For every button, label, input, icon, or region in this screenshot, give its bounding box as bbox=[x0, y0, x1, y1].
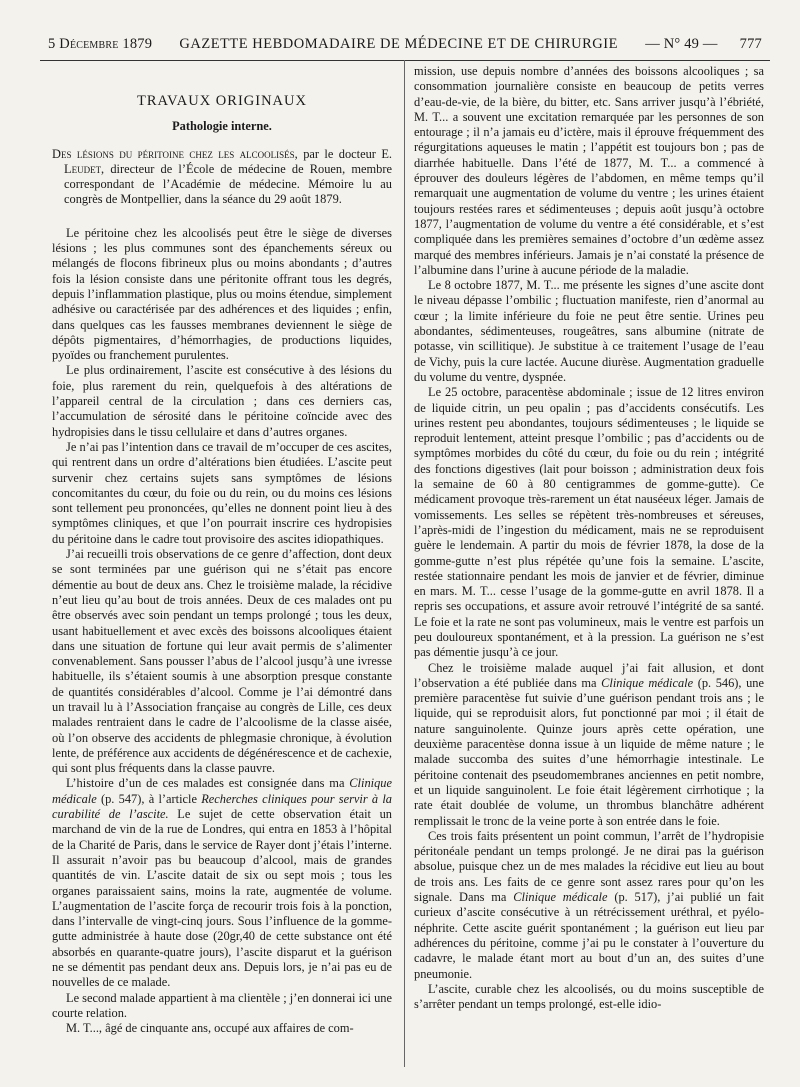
paragraph: Le 25 octobre, paracentèse abdominale ; issue de 12 litres environ de liquide citrin, un peu opalin ; pas d’accidents consécutifs. Les urines restent peu abondantes, toujours sédimenteuses ; le liquide se reproduit lentement, atteint presque l’ombilic ; pas d’accidents ou de symptômes morbides du côté du cœur, du foie ou du rein ; intégrité des fonctions digestives (lait pour boisson ; administration deux fois la semaine de 60 à 80 centigrammes de gomme-gutte). Ce médicament provoque très-rarement un état nauséeux léger. Jamais de vomissements. Les selles se répètent très-nombreuses et séreuses, l’après-midi de l’ingestion du médicament, mais ne se reproduisent guère le lendemain. A partir du mois de février 1878, la dose de la gomme-gutte n’est plus répétée qu’une fois la semaine. L’ascite, restée stationnaire pendant les mois de janvier et de février, diminue en mars. M. T... cesse l’usage de la gomme-gutte en avril 1878. Il a repris ses occupations, et assure avoir retrouvé l’intégrité de sa santé. Le foie et la rate ne sont pas volumineux, mais le ventre est parfois un peu douloureux spontanément, et à la pression. La guérison ne s’est pas démentie jusqu’à ce jour. bbox=[414, 385, 764, 660]
right-column bbox=[414, 64, 764, 1081]
left-column bbox=[52, 64, 392, 1081]
column-divider bbox=[404, 60, 405, 1067]
author-name: E. Leudet, bbox=[64, 146, 392, 176]
issue-number: — N° 49 — bbox=[645, 36, 718, 52]
section-title: TRAVAUX ORIGINAUX bbox=[137, 93, 307, 109]
paragraph: mission, use depuis nombre d’années des boissons alcooliques ; sa consommation journalière consiste en beaucoup de petits verres d’eau-de-vie, de la bière, du bitter, etc. Sans arriver jusqu’à l’ébriété, M. T... a souvent une excitation remarquée par les personnes de son entourage ; il n’a jamais eu d’ictère, mais il éprouve fréquemment des régurgitations aqueuses le matin ; l’appétit est toujours bon ; pas de diarrhée habituelle. Dans l’été de 1877, M. T... a commencé à éprouver des douleurs légères de l’abdomen, en même temps qu’il remarquait une augmentation de volume du ventre ; les urines étaient toujours restées rares et sédimenteuses ; depuis août jusqu’à octobre 1877, l’augmentation de volume du ventre a été considérable, et s’est compliquée dans les premières semaines d’octobre d’un œdème assez marqué des membres inférieurs. Jamais je n’ai constaté la présence de l’albumine dans l’urine à aucune période de la maladie. bbox=[414, 64, 764, 277]
paragraph: Le 8 octobre 1877, M. T... me présente les signes d’une ascite dont le niveau dépasse l’ombilic ; fluctuation manifeste, rien d’anormal au cœur ; la limite inférieure du foie ne peut être sentie. Urines peu abondantes, sédimenteuses, rougeâtres, sans albumine (nitrate de potasse, vin scillitique). Je substitue à ce traitement l’usage de l’eau de Vichy, puis la cure lactée. Aucune diurèse. Augmentation graduelle du volume du ventre, dyspnée. bbox=[414, 278, 764, 384]
paragraph: Le plus ordinairement, l’ascite est consécutive à des lésions du foie, plus rarement du rein, quelquefois à des altérations de l’appareil central de la circulation ; dans ces derniers cas, l’accumulation de sérosité dans le péritoine coïncide avec des hydropisies dans le tissu cellulaire et dans d’autres organes. bbox=[52, 363, 392, 439]
citation: Clinique médicale bbox=[513, 890, 608, 905]
citation: Clinique médicale bbox=[52, 776, 392, 806]
paragraph: Le second malade appartient à ma clientèle ; j’en donnerai ici une courte relation. bbox=[52, 990, 392, 1020]
paragraph: L’histoire d’un de ces malades est consignée dans ma Clinique médicale (p. 547), à l’article Recherches cliniques pour servir à la curabilité de l’ascite. Le sujet de cette observation était un marchand de vin de la rue de Londres, qui entra en 1853 à l’hôpital de la Charité de Paris, dans le service de Rayer dont j’étais l’interne. Il assurait n’avoir pas bu beaucoup d’alcool, mais de grandes quantités de vin. L’ascite datait de six ou sept mois ; tous les organes paraissaient sains, moins la rate, augmentée de volume. L’augmentation de l’ascite força de recourir trois fois à la ponction, dans l’intervalle de vingt-cinq jours. Sous l’influence de la gomme-gutte administrée à haute dose (20gr,40 de cette substance ont été absorbés en quarante-quatre jours), l’ascite disparut et la guérison ne se démentit pas pendant deux ans. Depuis lors, je n’ai pas eu de nouvelles de ce malade. bbox=[52, 776, 392, 990]
paragraph: M. T..., âgé de cinquante ans, occupé aux affaires de com- bbox=[66, 1021, 354, 1036]
paragraph: L’ascite, curable chez les alcoolisés, ou du moins susceptible de s’arrêter pendant un temps prolongé, est-elle idio- bbox=[414, 981, 764, 1012]
article-title: Des lésions du péritoine chez les alcoolisés, bbox=[52, 146, 298, 161]
header-issue-page bbox=[645, 36, 762, 53]
paragraph: Ces trois faits présentent un point commun, l’arrêt de l’hydropisie péritonéale pendant un temps prolongé. Je ne dirai pas la guérison absolue, puisque chez un de mes malades la récidive eut lieu au bout de trois ans. Les faits de ce genre sont assez rares pour qu’on les signale. Dans ma Clinique médicale (p. 517), j’ai publié un fait curieux d’ascite consécutive à un rétrécissement uréthral, et pyélo-néphrite. Cette ascite guérit spontanément ; la guérison eut lieu par adhérences du péritoine, comme j’ai pu le constater à l’ouverture du cadavre, le malade étant mort au bout d’un an, des suites d’une pneumonie. bbox=[414, 828, 764, 981]
paragraph: Je n’ai pas l’intention dans ce travail de m’occuper de ces ascites, qui rentrent dans un ordre d’altérations bien étudiées. L’ascite peut survenir chez certains sujets sans symptômes de lésions concomitantes du cœur, du foie ou du rein, ou du moins ces lésions sont tellement peu prononcées, qu’elles ne donnent point lieu à des symptômes cliniques, et que l’on pourrait inscrire ces hydropisies du péritoine dans le cadre tout provisoire des ascites idiopathiques. bbox=[52, 439, 392, 546]
header-rule bbox=[40, 60, 770, 61]
running-header bbox=[48, 36, 762, 53]
header-journal-title: GAZETTE HEBDOMADAIRE DE MÉDECINE ET DE CHIRURGIE bbox=[179, 36, 618, 52]
paragraph: Le péritoine chez les alcoolisés peut être le siège de diverses lésions ; les plus communes sont des épanchements séreux ou mélangés de flocons fibrineux plus ou moins abondants ; d’autres fois la lésion consiste dans une péritonite offrant tous les degrés, depuis l’inflammation plastique, plus ou moins étendue, simplement adhésive ou caractérisée par des adhérences et des liquides ; enfin, dans quelques cas les fausses membranes deviennent le siège de dépôts pigmentaires, d’hémorrhagies, de productions liquides, pyoïdes ou franchement purulentes. bbox=[52, 225, 392, 363]
citation: Recherches cliniques pour servir à la curabilité de l’ascite. bbox=[52, 791, 392, 822]
section-subtitle: Pathologie interne. bbox=[172, 119, 272, 134]
author-intro: par le docteur bbox=[303, 146, 376, 161]
header-date: 5 Décembre 1879 bbox=[48, 36, 153, 52]
article-heading bbox=[52, 147, 392, 208]
paragraph: J’ai recueilli trois observations de ce genre d’affection, dont deux se sont terminées par une guérison qui ne s’était pas encore démentie au bout de deux ans. Chez le troisième malade, la récidive n’eut lieu qu’au bout de trois années. Deux de ces malades ont pu être observés avec soin pendant un temps prolongé ; tous les deux, usant habituellement et avec excès des boissons alcooliques étaient dans une situation de fortune qui leur avait permis de s’alimenter convenablement. Sans pousser l’abus de l’alcool jusqu’à une ivresse habituelle, ils s’étaient soumis à une absorption presque constante de quantités considérables d’alcool. Comme je l’ai démontré dans un travail lu à l’Association française au congrès de Lille, ces deux malades rentraient dans le cadre de l’alcoolisme de la classe aisée, où l’on observe des accidents de phlegmasie chronique, à évolution lente, de préférence aux accidents de dégénérescence et de cachexie, qui sont plus fréquents dans la classe pauvre. bbox=[52, 547, 392, 776]
paragraph: Chez le troisième malade auquel j’ai fait allusion, et dont l’observation a été publiée dans ma Clinique médicale (p. 546), une première paracentèse fut suivie d’une guérison pendant trois ans ; le liquide, qui se reproduisit alors, fut ponctionné par moi ; il était de nature sanguinolente. Quinze jours après cette opération, une deuxième paracentèse donna issue à un liquide de même nature ; le malade succomba des suites d’une hémorrhagie intestinale. Le péritoine contenait des pseudomembranes anciennes en petit nombre, et un liquide sanguinolent. Le foie était légèrement cirrhotique ; la rate était doublée de volume, un thrombus blanchâtre adhérent remplissait le tronc de la veine porte à son entrée dans le foie. bbox=[414, 660, 764, 828]
author-affiliation: directeur de l’École de médecine de Rouen, membre correspondant de l’Académie de médecine. Mémoire lu au congrès de Montpellier, dans la séance du 29 août 1879. bbox=[64, 161, 392, 207]
page-number: 777 bbox=[739, 36, 762, 52]
citation: Clinique médicale bbox=[601, 675, 694, 690]
